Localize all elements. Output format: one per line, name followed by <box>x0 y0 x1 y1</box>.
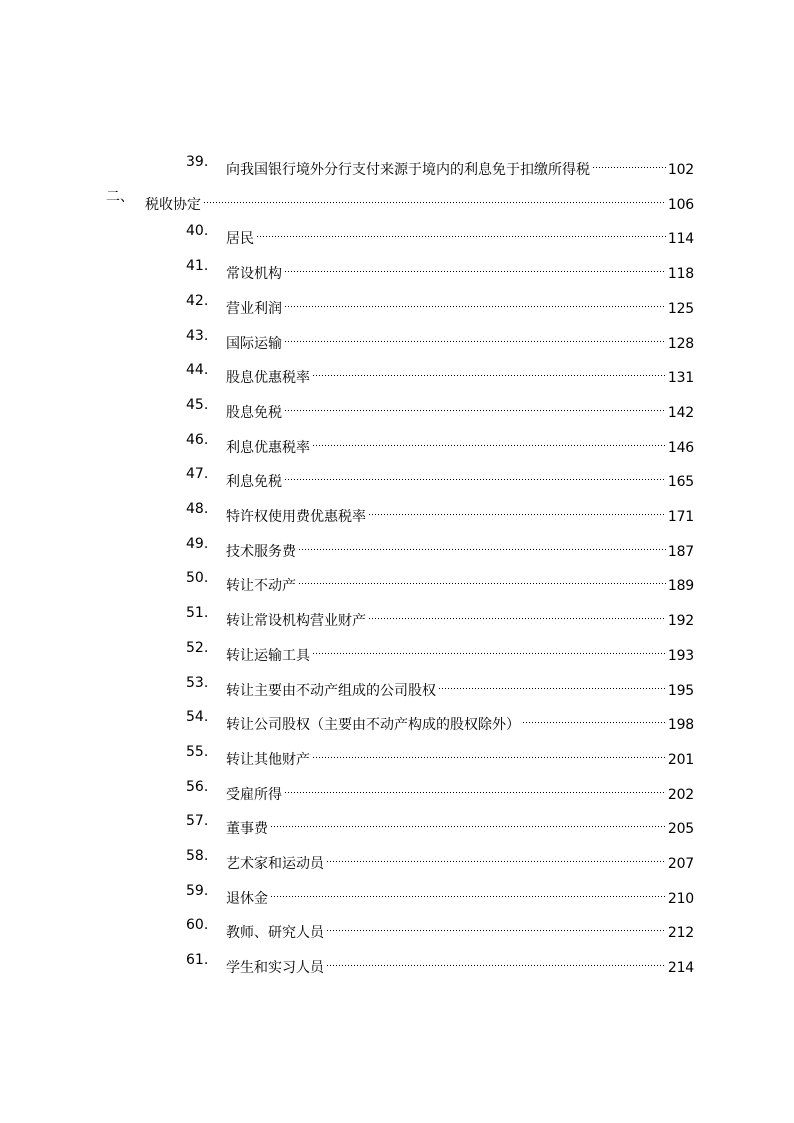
toc-entry[interactable] <box>0 879 794 907</box>
toc-entry-line <box>226 532 694 564</box>
toc-entry-page-number: 210 <box>667 890 694 907</box>
toc-entry[interactable] <box>0 775 794 803</box>
dot-leader <box>326 844 666 868</box>
toc-entry-number: 二、 <box>106 188 134 205</box>
toc-entry-line <box>226 428 694 460</box>
toc-entry-number: 52. <box>186 639 209 656</box>
toc-entry-number: 43. <box>186 327 209 344</box>
toc-entry-number: 42. <box>186 292 209 309</box>
toc-entry[interactable] <box>0 844 794 872</box>
toc-entry-number: 59. <box>186 882 209 899</box>
toc-entry-number: 41. <box>186 258 209 275</box>
toc-entry[interactable] <box>0 428 794 456</box>
toc-entry[interactable] <box>0 705 794 734</box>
toc-entry-line <box>226 324 694 356</box>
toc-entry-page-number: 146 <box>667 439 694 456</box>
toc-entry-line <box>226 150 694 182</box>
toc-entry[interactable] <box>0 393 794 421</box>
toc-entry-number: 53. <box>186 674 209 691</box>
toc-entry-number: 61. <box>186 952 209 969</box>
dot-leader <box>326 948 666 972</box>
toc-entry-title: 转让运输工具 <box>226 647 310 664</box>
toc-entry[interactable] <box>0 532 794 560</box>
toc-entry-line <box>226 393 694 425</box>
toc-entry-title: 转让主要由不动产组成的公司股权 <box>226 682 436 699</box>
toc-entry-page-number: 118 <box>667 266 694 283</box>
toc-entry-page-number: 187 <box>667 543 694 560</box>
dot-leader <box>203 185 666 209</box>
toc-entry-page-number: 114 <box>667 231 694 248</box>
toc-entry[interactable] <box>0 740 794 768</box>
toc-entry-number: 39. <box>186 154 209 170</box>
toc-entry-title: 股息免税 <box>226 404 282 421</box>
dot-leader <box>312 636 666 660</box>
toc-entry-page-number: 128 <box>667 335 694 352</box>
toc-entry-line <box>226 879 694 911</box>
toc-entry-title: 利息免税 <box>226 474 282 491</box>
toc-entry[interactable] <box>0 948 794 977</box>
toc-entry[interactable] <box>0 913 794 942</box>
toc-entry-line <box>226 636 694 668</box>
toc-entry-title: 利息优惠税率 <box>226 439 310 456</box>
toc-entry-line <box>226 566 694 598</box>
dot-leader <box>312 428 666 452</box>
toc-entry-title: 教师、研究人员 <box>226 925 324 942</box>
dot-leader <box>284 462 666 486</box>
toc-entry-title: 特许权使用费优惠税率 <box>226 509 366 525</box>
toc-entry-title: 转让常设机构营业财产 <box>226 613 366 630</box>
toc-entry-line <box>226 775 694 807</box>
toc-entry-title: 董事费 <box>226 821 268 838</box>
toc-entry-title: 国际运输 <box>226 335 282 352</box>
toc-entry-number: 49. <box>186 535 209 552</box>
toc-entry-page-number: 198 <box>667 717 694 734</box>
toc-entry-line <box>226 671 694 703</box>
toc-entry[interactable] <box>0 324 794 352</box>
dot-leader <box>326 913 666 937</box>
dot-leader <box>284 775 666 799</box>
toc-entry-page-number: 207 <box>667 856 694 872</box>
toc-entry-title: 退休金 <box>226 890 268 907</box>
toc-entry-title: 艺术家和运动员 <box>226 856 324 872</box>
toc-entry-page-number: 131 <box>667 370 694 387</box>
toc-entry-line <box>226 809 694 841</box>
toc-entry-number: 40. <box>186 223 209 240</box>
dot-leader <box>298 566 666 590</box>
toc-entry[interactable] <box>0 671 794 699</box>
toc-entry-line <box>226 462 694 494</box>
toc-entry-title: 股息优惠税率 <box>226 370 310 387</box>
dot-leader <box>284 393 666 417</box>
toc-entry-line <box>226 358 694 390</box>
dot-leader <box>270 879 666 903</box>
dot-leader <box>284 324 666 348</box>
toc-entry-number: 44. <box>186 362 209 379</box>
dot-leader <box>312 740 666 764</box>
toc-entry-page-number: 202 <box>667 786 694 803</box>
toc-entry[interactable] <box>0 358 794 387</box>
toc-entry[interactable] <box>0 462 794 491</box>
toc-entry-number: 54. <box>186 709 209 726</box>
toc-entry-number: 46. <box>186 431 209 448</box>
toc-entry-number: 51. <box>186 605 209 622</box>
toc-entry-title: 向我国银行境外分行支付来源于境内的利息免于扣缴所得税 <box>226 162 590 178</box>
toc-entry-line <box>226 705 694 737</box>
toc-entry-title: 学生和实习人员 <box>226 960 324 977</box>
toc-entry[interactable] <box>0 601 794 630</box>
toc-entry-line <box>226 289 694 321</box>
toc-entry-line <box>226 844 694 876</box>
toc-entry[interactable] <box>0 566 794 595</box>
toc-entry-title: 技术服务费 <box>226 543 296 560</box>
toc-entry[interactable] <box>0 809 794 838</box>
toc-entry-title: 居民 <box>226 231 254 248</box>
toc-entry-line <box>226 254 694 286</box>
toc-entry-number: 56. <box>186 778 209 795</box>
toc-entry[interactable] <box>0 150 794 178</box>
toc-entry-title: 转让公司股权（主要由不动产构成的股权除外） <box>226 717 520 734</box>
toc-entry-line <box>145 185 694 217</box>
toc-entry-title: 营业利润 <box>226 300 282 317</box>
toc-entry-page-number: 102 <box>667 162 694 178</box>
toc-entry-page-number: 189 <box>667 578 694 595</box>
toc-entry[interactable] <box>0 185 794 213</box>
toc-entry[interactable] <box>0 289 794 317</box>
toc-entry-page-number: 212 <box>667 925 694 942</box>
dot-leader <box>256 219 666 243</box>
toc-entry-page-number: 195 <box>667 682 694 699</box>
dot-leader <box>438 671 666 695</box>
toc-entry-page-number: 193 <box>667 647 694 664</box>
toc-entry-title: 税收协定 <box>145 196 201 213</box>
dot-leader <box>522 705 666 729</box>
toc-entry-title: 受雇所得 <box>226 786 282 803</box>
dot-leader <box>284 254 666 278</box>
toc-entry-page-number: 171 <box>667 509 694 525</box>
toc-entry-title: 常设机构 <box>226 266 282 283</box>
toc-entry-line <box>226 601 694 633</box>
toc-entry-page-number: 192 <box>667 613 694 630</box>
toc-entry-line <box>226 740 694 772</box>
toc-entry[interactable] <box>0 254 794 283</box>
toc-entry[interactable] <box>0 497 794 525</box>
toc-entry-number: 55. <box>186 743 209 760</box>
toc-entry-number: 60. <box>186 917 209 934</box>
toc-entry-number: 45. <box>186 396 209 413</box>
dot-leader <box>368 601 666 625</box>
toc-entry-line <box>226 948 694 980</box>
dot-leader <box>312 358 666 382</box>
toc-entry-title: 转让不动产 <box>226 578 296 595</box>
toc-entry-page-number: 165 <box>667 474 694 491</box>
toc-entry-title: 转让其他财产 <box>226 751 310 768</box>
toc-entry[interactable] <box>0 219 794 248</box>
toc-entry-page-number: 142 <box>667 404 694 421</box>
toc-entry-line <box>226 913 694 945</box>
dot-leader <box>270 809 666 833</box>
toc-entry-number: 50. <box>186 570 209 587</box>
toc-entry-number: 58. <box>186 848 209 864</box>
toc-entry-page-number: 205 <box>667 821 694 838</box>
toc-entry-page-number: 214 <box>667 960 694 977</box>
dot-leader <box>298 532 666 556</box>
toc-entry[interactable] <box>0 636 794 664</box>
dot-leader <box>592 150 666 174</box>
toc-entry-number: 57. <box>186 813 209 830</box>
toc-entry-page-number: 106 <box>667 196 694 213</box>
toc-entry-page-number: 125 <box>667 300 694 317</box>
dot-leader <box>368 497 666 521</box>
toc-entry-line <box>226 497 694 529</box>
toc-entry-line <box>226 219 694 251</box>
dot-leader <box>284 289 666 313</box>
toc-entry-number: 47. <box>186 466 209 483</box>
toc-entry-page-number: 201 <box>667 751 694 768</box>
toc-entry-number: 48. <box>186 501 209 517</box>
